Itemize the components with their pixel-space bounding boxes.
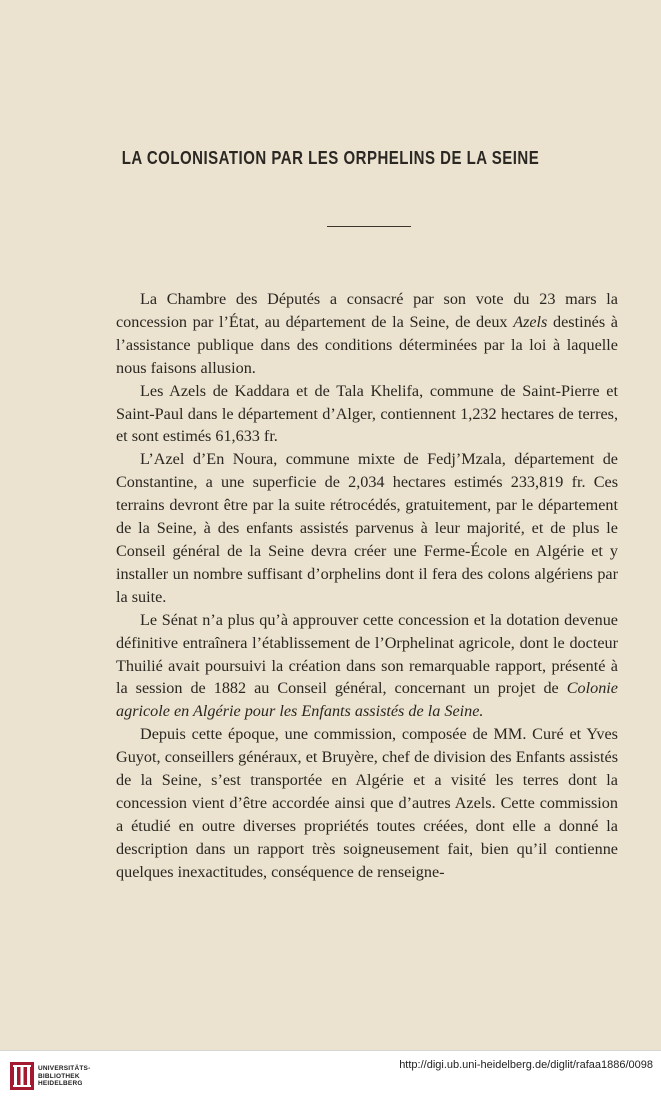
library-name[interactable] (38, 1065, 90, 1088)
page-title: LA COLONISATION PAR LES ORPHELINS DE LA SEINE (121, 147, 540, 170)
paragraph-4-italic: Colonie agricole en Algérie pour les Enfants assistés de la Seine. (116, 679, 618, 721)
paragraph-1-italic: Azels (513, 312, 548, 331)
paragraph-3: L’Azel d’En Noura, commune mixte de Fedj’Mzala, département de Constantine, a une superficie de 2,034 hectares estimés 233,819 fr. Ces terrains devront être par la suite rétrocédés, gratuitement, par le département de la Seine, à des enfants assistés parvenus à leur majorité, et de plus le Conseil général de la Seine devra créer une Ferme-École en Algérie et y installer un nombre suffisant d’orphelins dont il fera des colons algériens par la suite. (116, 450, 618, 606)
library-name-line-1: UNIVERSITÄTS- (38, 1065, 91, 1072)
title-divider (327, 226, 411, 227)
library-name-line-2: BIBLIOTHEK (38, 1072, 80, 1080)
permalink-url[interactable]: http://digi.ub.uni-heidelberg.de/diglit/rafaa1886/0098 (399, 1059, 653, 1071)
library-name-line-3: HEIDELBERG (38, 1080, 83, 1088)
article-body (116, 288, 618, 884)
paragraph-1-text: La Chambre des Députés a consacré par son vote du 23 mars la concession par l’État, au département de la Seine, de deux (116, 290, 618, 331)
paragraph-1 (116, 288, 618, 380)
paragraph-4-text: Le Sénat n’a plus qu’à approuver cette concession et la dotation devenue définitive entraînera l’établissement de l’Orphelinat agricole, dont le docteur Thuilié avait poursuivi la création dans son remarquable rapport, présenté à la session de 1882 au Conseil général, concernant un projet de (116, 610, 618, 698)
footer-bar (0, 1050, 661, 1100)
paragraph-1-text-end: destinés à l’assistance publique dans des conditions déterminées par la loi à laquelle nous faisons allusion. (116, 312, 618, 377)
paragraph-4 (116, 609, 618, 724)
library-logo-icon[interactable] (10, 1062, 34, 1090)
paragraph-2: Les Azels de Kaddara et de Tala Khelifa, commune de Saint-Pierre et Saint-Paul dans le département d’Alger, contiennent 1,232 hectares de terres, et sont estimés 61,633 fr. (116, 381, 618, 446)
paragraph-5: Depuis cette époque, une commission, composée de MM. Curé et Yves Guyot, conseillers généraux, et Bruyère, chef de division des Enfants assistés de la Seine, s’est transportée en Algérie et a visité les terres dont la concession vient d’être accordée ainsi que d’autres Azels. Cette commission a étudié en outre diverses propriétés toutes créées, dont elle a donné la description dans un rapport très soigneusement fait, bien qu’il contienne quelques inexactitudes, conséquence de renseigne- (116, 725, 618, 881)
